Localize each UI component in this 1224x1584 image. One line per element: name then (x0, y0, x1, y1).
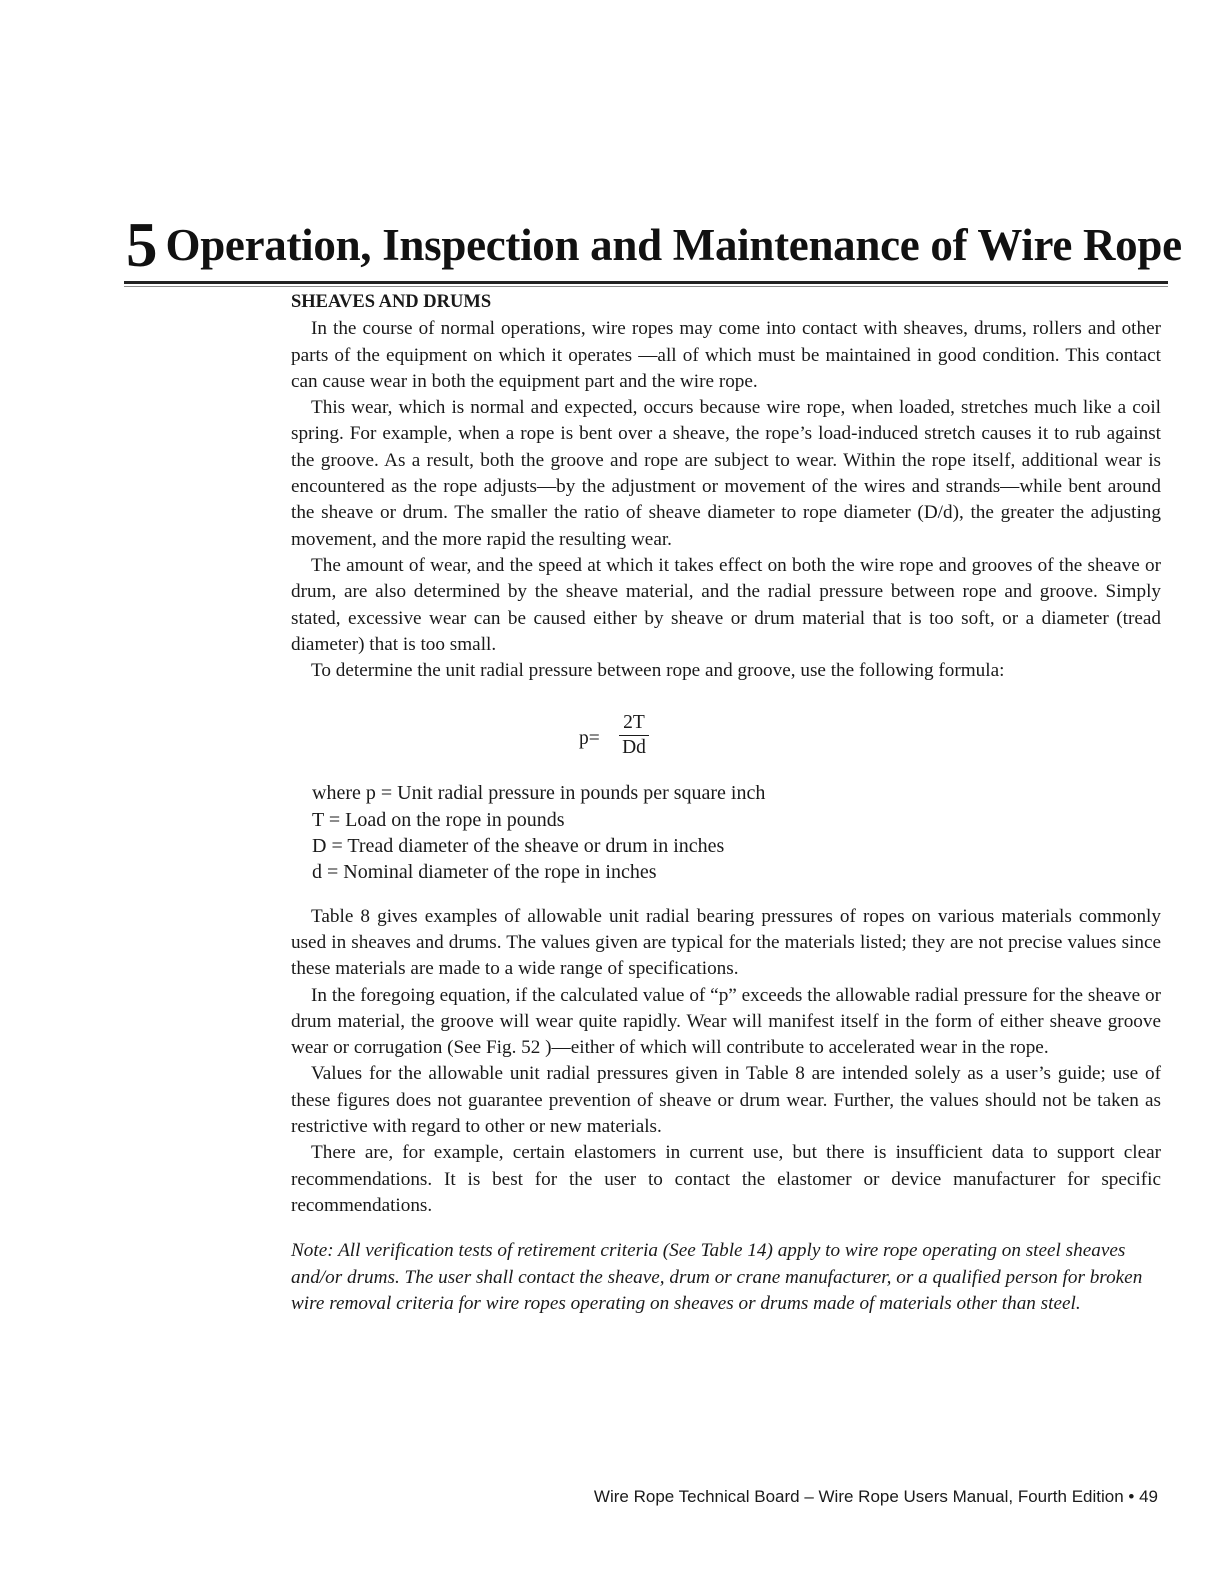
page-footer: Wire Rope Technical Board – Wire Rope Users Manual, Fourth Edition • 49 (593, 1487, 1158, 1506)
paragraph: There are, for example, certain elastomers in current use, but there is insufficient data to support clear recommendations. It is best for the user to contact the elastomer or device manufacturer for specific recommendations. (291, 1142, 1161, 1216)
chapter-title: Operation, Inspection and Maintenance of Wire Rope (165, 220, 1182, 270)
paragraph: The amount of wear, and the speed at which it takes effect on both the wire rope and grooves of the sheave or drum, are also determined by the sheave material, and the radial pressure between rope and groove. Simply stated, excessive wear can be caused either by sheave or drum material that is too soft, or a diameter (tread diameter) that is too small. (291, 554, 1161, 655)
note: Note: All verification tests of retirement criteria (See Table 14) apply to wire rope operating on steel sheaves and/or drums. The user shall contact the sheave, drum or crane manufacturer, or a qualified person for broken wire removal criteria for wire ropes operating on sheaves or drums made of materials other than steel. (291, 1240, 1143, 1314)
formula-denominator: Dd (622, 737, 646, 759)
paragraph: This wear, which is normal and expected, occurs because wire rope, when loaded, stretches much like a coil spring. For example, when a rope is bent over a sheave, the rope’s load-induced stretch causes it to rub against the groove. As a result, both the groove and rope are subject to wear. Within the rope itself, additional wear is encountered as the rope adjusts—by the adjustment or movement of the wires and strands—while bent around the sheave or drum. The smaller the ratio of sheave diameter to rope diameter (D/d), the greater the adjusting movement, and the more rapid the resulting wear. (291, 397, 1161, 550)
section-body (291, 289, 1161, 1317)
section-heading: SHEAVES AND DRUMS (291, 292, 492, 312)
formula-numerator: 2T (619, 711, 649, 736)
chapter-rule (124, 281, 1168, 284)
chapter-rule-thin (124, 286, 1168, 287)
spacer (291, 886, 1161, 904)
pressure-formula (291, 702, 1161, 780)
definition-item: T = Load on the rope in pounds (312, 808, 565, 831)
formula-lhs: p= (579, 728, 600, 750)
definition-list (312, 780, 1161, 885)
chapter-header (126, 210, 1182, 280)
paragraph: Values for the allowable unit radial pressures given in Table 8 are intended solely as a user’s guide; use of these figures does not guarantee prevention of sheave or drum wear. Further, the values should not be taken as restrictive with regard to other or new materials. (291, 1063, 1161, 1138)
paragraph: In the foregoing equation, if the calculated value of “p” exceeds the allowable radial pressure for the sheave or drum material, the groove will wear quite rapidly. Wear will manifest itself in the form of either sheave groove wear or corrugation (See Fig. 52 )—either of which will contribute to accelerated wear in the rope. (291, 984, 1161, 1059)
formula-fraction (619, 711, 649, 760)
definition-item: d = Nominal diameter of the rope in inches (312, 861, 657, 884)
chapter-number: 5 (126, 210, 158, 280)
definition-item: where p = Unit radial pressure in pounds per square inch (312, 782, 766, 805)
paragraph: In the course of normal operations, wire ropes may come into contact with sheaves, drums, rollers and other parts of the equipment on which it operates —all of which must be maintained in good condition. This contact can cause wear in both the equipment part and the wire rope. (291, 318, 1161, 392)
paragraph: Table 8 gives examples of allowable unit radial bearing pressures of ropes on various materials commonly used in sheaves and drums. The values given are typical for the materials listed; they are not precise values since these materials are made to a wide range of specifications. (291, 905, 1161, 980)
definition-item: D = Tread diameter of the sheave or drum in inches (312, 835, 725, 858)
paragraph: To determine the unit radial pressure between rope and groove, use the following formula: (311, 660, 1005, 682)
